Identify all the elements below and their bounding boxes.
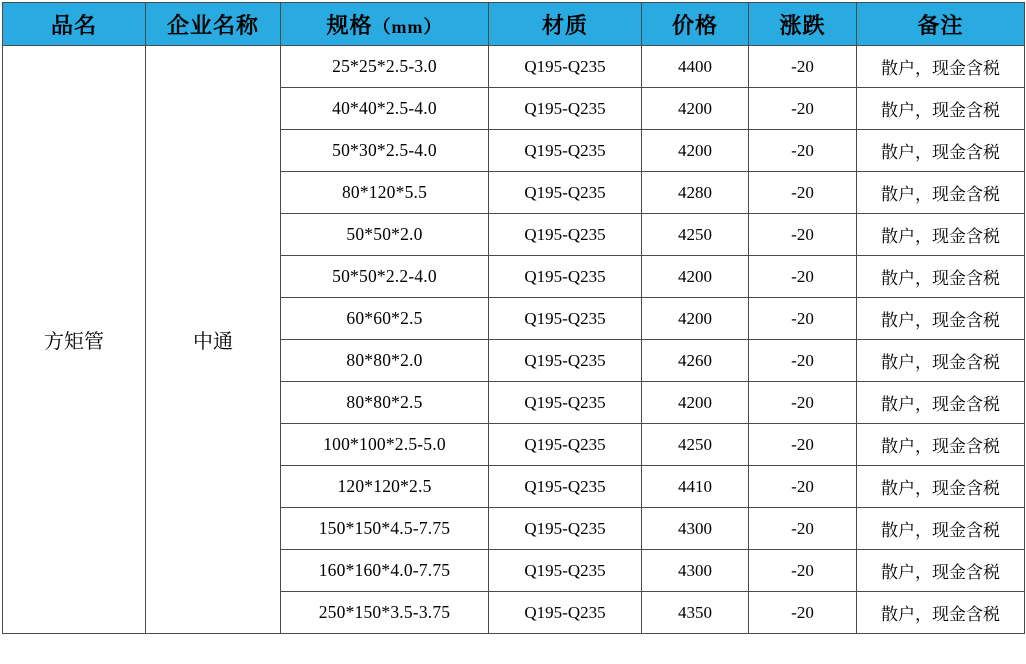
cell-change: -20 — [749, 130, 857, 172]
cell-price: 4260 — [642, 340, 749, 382]
cell-price: 4410 — [642, 466, 749, 508]
cell-spec: 80*120*5.5 — [281, 172, 489, 214]
cell-note: 散户，现金含税 — [857, 88, 1025, 130]
cell-change: -20 — [749, 592, 857, 634]
table-row — [3, 46, 1025, 88]
cell-note: 散户，现金含税 — [857, 256, 1025, 298]
cell-change: -20 — [749, 424, 857, 466]
cell-spec: 50*50*2.2-4.0 — [281, 256, 489, 298]
cell-note: 散户，现金含税 — [857, 382, 1025, 424]
table-body — [3, 46, 1025, 634]
cell-spec: 60*60*2.5 — [281, 298, 489, 340]
cell-price: 4350 — [642, 592, 749, 634]
cell-material: Q195-Q235 — [489, 46, 642, 88]
cell-spec: 80*80*2.0 — [281, 340, 489, 382]
cell-spec: 80*80*2.5 — [281, 382, 489, 424]
column-header-material: 材质 — [489, 3, 642, 46]
cell-company-name: 中通 — [146, 46, 281, 634]
table-header — [3, 3, 1025, 46]
cell-spec: 160*160*4.0-7.75 — [281, 550, 489, 592]
cell-note: 散户，现金含税 — [857, 214, 1025, 256]
cell-change: -20 — [749, 340, 857, 382]
column-header-price: 价格 — [642, 3, 749, 46]
cell-material: Q195-Q235 — [489, 550, 642, 592]
cell-material: Q195-Q235 — [489, 382, 642, 424]
cell-material: Q195-Q235 — [489, 466, 642, 508]
cell-note: 散户，现金含税 — [857, 172, 1025, 214]
column-header-change: 涨跌 — [749, 3, 857, 46]
cell-price: 4300 — [642, 550, 749, 592]
cell-note: 散户，现金含税 — [857, 298, 1025, 340]
column-header-spec-unit: （mm） — [372, 16, 443, 37]
cell-price: 4200 — [642, 256, 749, 298]
cell-price: 4200 — [642, 298, 749, 340]
cell-price: 4200 — [642, 382, 749, 424]
cell-change: -20 — [749, 298, 857, 340]
cell-change: -20 — [749, 382, 857, 424]
column-header-spec-label: 规格 — [326, 12, 373, 38]
cell-material: Q195-Q235 — [489, 298, 642, 340]
cell-note: 散户，现金含税 — [857, 424, 1025, 466]
cell-change: -20 — [749, 256, 857, 298]
cell-spec: 100*100*2.5-5.0 — [281, 424, 489, 466]
cell-change: -20 — [749, 550, 857, 592]
cell-note: 散户，现金含税 — [857, 130, 1025, 172]
cell-spec: 120*120*2.5 — [281, 466, 489, 508]
cell-note: 散户，现金含税 — [857, 466, 1025, 508]
cell-note: 散户，现金含税 — [857, 508, 1025, 550]
cell-spec: 250*150*3.5-3.75 — [281, 592, 489, 634]
cell-price: 4200 — [642, 130, 749, 172]
column-header-spec — [281, 3, 489, 46]
cell-change: -20 — [749, 214, 857, 256]
cell-change: -20 — [749, 172, 857, 214]
cell-note: 散户，现金含税 — [857, 550, 1025, 592]
cell-note: 散户，现金含税 — [857, 46, 1025, 88]
cell-price: 4300 — [642, 508, 749, 550]
cell-price: 4250 — [642, 424, 749, 466]
cell-change: -20 — [749, 88, 857, 130]
cell-change: -20 — [749, 466, 857, 508]
cell-product-name: 方矩管 — [3, 46, 146, 634]
column-header-product: 品名 — [3, 3, 146, 46]
column-header-company: 企业名称 — [146, 3, 281, 46]
cell-material: Q195-Q235 — [489, 172, 642, 214]
cell-material: Q195-Q235 — [489, 130, 642, 172]
cell-change: -20 — [749, 46, 857, 88]
cell-price: 4280 — [642, 172, 749, 214]
cell-material: Q195-Q235 — [489, 214, 642, 256]
cell-price: 4200 — [642, 88, 749, 130]
cell-spec: 50*50*2.0 — [281, 214, 489, 256]
cell-spec: 150*150*4.5-7.75 — [281, 508, 489, 550]
cell-price: 4250 — [642, 214, 749, 256]
column-header-note: 备注 — [857, 3, 1025, 46]
cell-spec: 25*25*2.5-3.0 — [281, 46, 489, 88]
cell-material: Q195-Q235 — [489, 340, 642, 382]
table-header-row — [3, 3, 1025, 46]
cell-material: Q195-Q235 — [489, 592, 642, 634]
cell-material: Q195-Q235 — [489, 256, 642, 298]
price-table — [2, 2, 1025, 634]
cell-note: 散户，现金含税 — [857, 592, 1025, 634]
cell-price: 4400 — [642, 46, 749, 88]
cell-change: -20 — [749, 508, 857, 550]
cell-material: Q195-Q235 — [489, 424, 642, 466]
cell-material: Q195-Q235 — [489, 88, 642, 130]
cell-material: Q195-Q235 — [489, 508, 642, 550]
cell-note: 散户，现金含税 — [857, 340, 1025, 382]
cell-spec: 50*30*2.5-4.0 — [281, 130, 489, 172]
cell-spec: 40*40*2.5-4.0 — [281, 88, 489, 130]
